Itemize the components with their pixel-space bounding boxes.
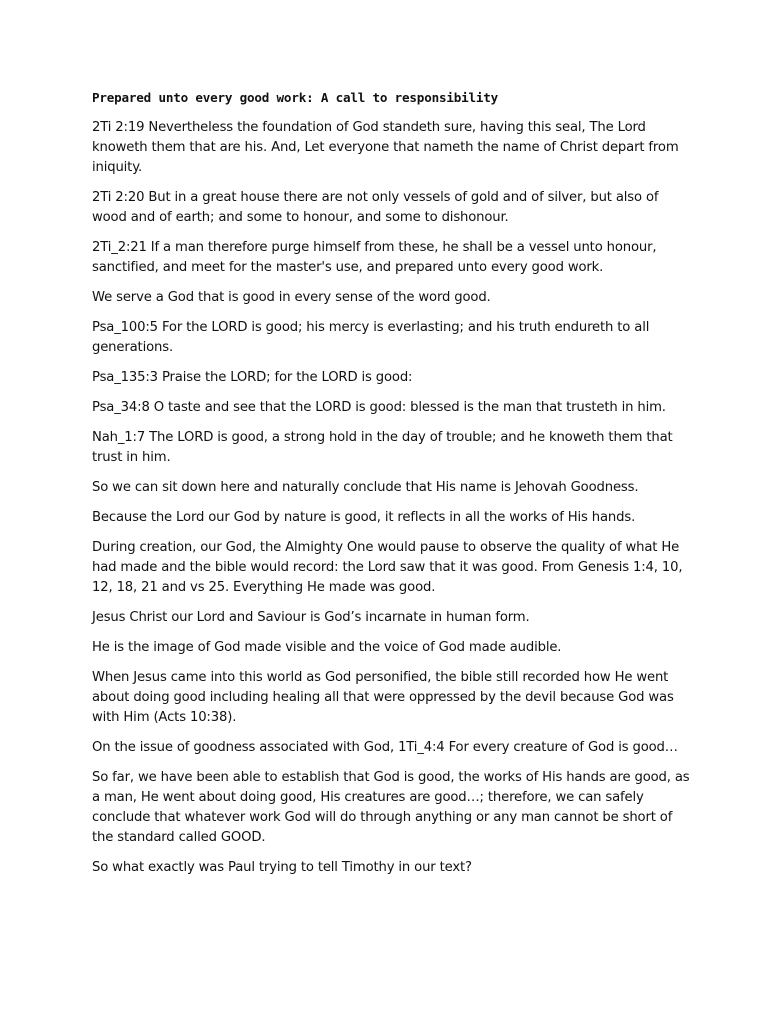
paragraph-psa-34-8: Psa_34:8 O taste and see that the LORD is good: blessed is the man that trusteth in him. (92, 400, 666, 415)
paragraph-jehovah-goodness: So we can sit down here and naturally conclude that His name is Jehovah Goodness. (92, 480, 639, 495)
paragraph-2ti-2-19: 2Ti 2:19 Nevertheless the foundation of God standeth sure, having this seal, The Lord knoweth them that are his. And, Let everyone that nameth the name of Christ depart from iniquity. (92, 120, 679, 175)
paragraph-standard-good: So far, we have been able to establish that God is good, the works of His hands are good, as a man, He went about doing good, His creatures are good…; therefore, we can safely conclude that whatever work God will do through anything or any man cannot be short of the standard called GOOD. (92, 770, 690, 845)
paragraph-creation: During creation, our God, the Almighty One would pause to observe the quality of what He had made and the bible would record: the Lord saw that it was good. From Genesis 1:4, 10, 12, 18, 21 and vs 25. Everything He made was good. (92, 540, 683, 595)
paragraph-works-of-his-hands: Because the Lord our God by nature is good, it reflects in all the works of His hands. (92, 510, 636, 525)
paragraph-doing-good: When Jesus came into this world as God personified, the bible still recorded how He went about doing good including healing all that were oppressed by the devil because God was with Him (Acts 10:38). (92, 670, 674, 725)
paragraph-jesus-incarnate: Jesus Christ our Lord and Saviour is God’s incarnate in human form. (92, 610, 530, 625)
paragraph-2ti-2-21: 2Ti_2:21 If a man therefore purge himself from these, he shall be a vessel unto honour, sanctified, and meet for the master's use, and prepared unto every good work. (92, 240, 657, 275)
document-body (92, 89, 692, 888)
paragraph-god-is-good: We serve a God that is good in every sense of the word good. (92, 290, 491, 305)
paragraph-nah-1-7: Nah_1:7 The LORD is good, a strong hold in the day of trouble; and he knoweth them that trust in him. (92, 430, 673, 465)
paragraph-image-of-god: He is the image of God made visible and the voice of God made audible. (92, 640, 562, 655)
paragraph-psa-135-3: Psa_135:3 Praise the LORD; for the LORD is good: (92, 370, 413, 385)
paragraph-psa-100-5: Psa_100:5 For the LORD is good; his mercy is everlasting; and his truth endureth to all generations. (92, 320, 650, 355)
document-title: Prepared unto every good work: A call to responsibility (92, 90, 499, 105)
paragraph-2ti-2-20: 2Ti 2:20 But in a great house there are not only vessels of gold and of silver, but also of wood and of earth; and some to honour, and some to dishonour. (92, 190, 659, 225)
paragraph-1ti-4-4: On the issue of goodness associated with God, 1Ti_4:4 For every creature of God is good… (92, 740, 678, 755)
paragraph-question: So what exactly was Paul trying to tell Timothy in our text? (92, 860, 472, 875)
